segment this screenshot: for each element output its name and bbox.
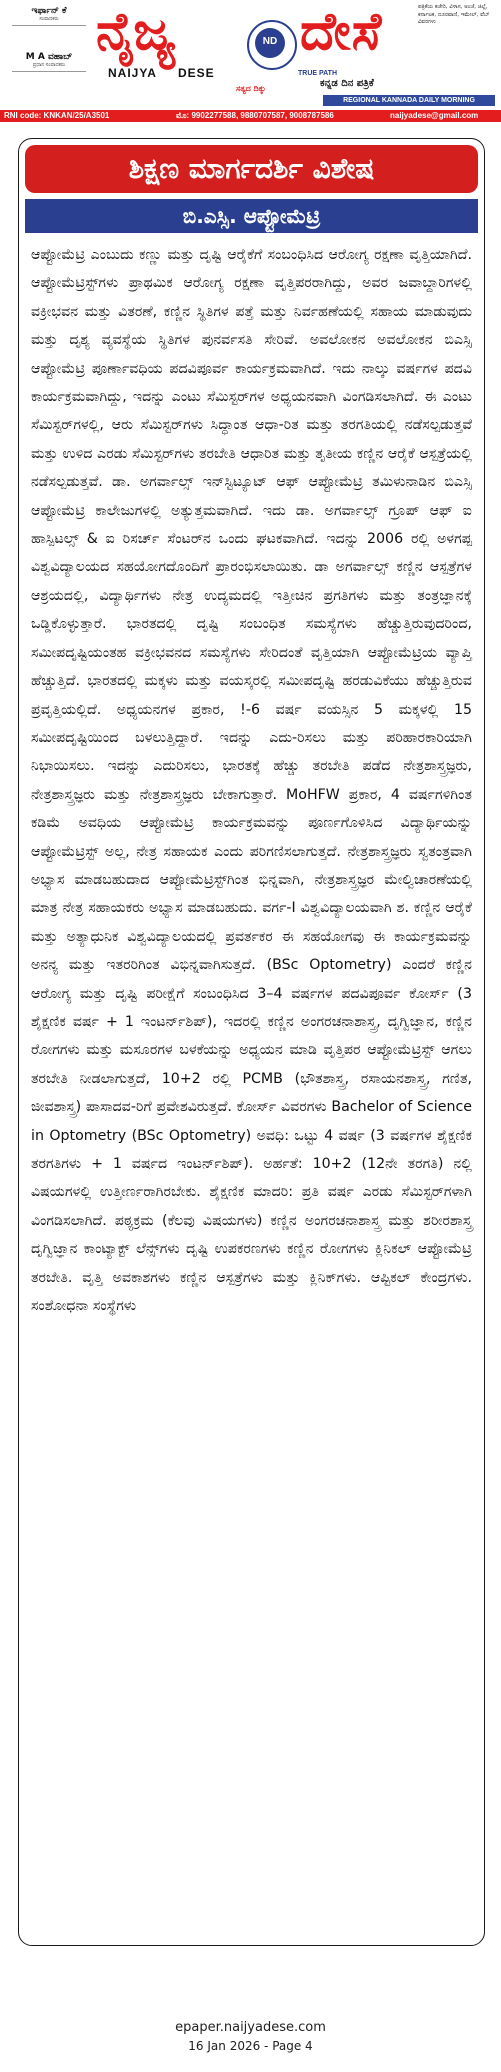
regional-banner: REGIONAL KANNADA DAILY MORNING [323, 95, 495, 106]
masthead-title-right-en: DESE [178, 66, 215, 80]
rni-code: RNI code: KNKAN/25/A3501 [4, 111, 110, 120]
divider [12, 71, 86, 72]
page-footer [0, 2020, 501, 2053]
footer-date: 16 Jan 2026 - Page 4 [188, 2039, 313, 2053]
divider [12, 25, 86, 26]
masthead-title-left-en: NAIJYA [108, 66, 157, 80]
editor-block [6, 4, 92, 106]
article-box [18, 138, 485, 1946]
contact-phones: ಮೊ: 9902277588, 9880707587, 9008787586 [176, 111, 334, 120]
article-body: ಆಪ್ಟೋಮೆಟ್ರಿ ಎಂಬುದು ಕಣ್ಣು ಮತ್ತು ದೃಷ್ಟಿ ಆರೈಕೆಗೆ ಸಂಬಂಧಿಸಿದ ಆರೋಗ್ಯ ರಕ್ಷಣಾ ವೃತ್ತಿಯಾಗಿದೆ. ಆಪ್ಟೋಮೆಟ್ರಿಸ್ಟ್‌ಗಳು ಪ್ರಾಥಮಿಕ ಆರೋಗ್ಯ ರಕ್ಷಣಾ ವೃತ್ತಿಪರರಾಗಿದ್ದು, ಅವರ ಜವಾಬ್ದಾರಿಗಳಲ್ಲಿ ವಕ್ರೀಭವನ ಮತ್ತು ವಿತರಣೆ, ಕಣ್ಣಿನ ಸ್ಥಿತಿಗಳ ಪತ್ತೆ ಮತ್ತು ನಿರ್ವಹಣೆಯಲ್ಲಿ ಸಹಾಯ ಮಾಡುವುದು ಮತ್ತು ದೃಶ್ಯ ವ್ಯವಸ್ಥೆಯ ಸ್ಥಿತಿಗಳ ಪುನರ್ವಸತಿ ಸೇರಿವೆ. ಅವಲೋಕನ ಅವಲೋಕನ ಬಿಎಸ್ಸಿ ಆಪ್ಟೋಮೆಟ್ರಿ ಪೂರ್ಣಾವಧಿಯ ಪದವಿಪೂರ್ವ ಕಾರ್ಯಕ್ರಮವಾಗಿದೆ. ಇದು ನಾಲ್ಕು ವರ್ಷಗಳ ಪದವಿ ಕಾರ್ಯಕ್ರಮವಾಗಿದ್ದು, ಇದನ್ನು ಎಂಟು ಸೆಮಿಸ್ಟರ್‌ಗಳ ಅಧ್ಯಯನವಾಗಿ ವಿಂಗಡಿಸಲಾಗಿದೆ. ಈ ಎಂಟು ಸೆಮಿಸ್ಟರ್‌ಗಳಲ್ಲಿ, ಆರು ಸೆಮಿಸ್ಟರ್‌ಗಳು ಸಿದ್ಧಾಂತ ಆಧಾ-ರಿತ ಮತ್ತು ತರಗತಿಯಲ್ಲಿ ನಡೆಸಲ್ಪಡುತ್ತವೆ ಮತ್ತು ಉಳಿದ ಎರಡು ಸೆಮಿಸ್ಟರ್‌ಗಳು ತರಬೇತಿ ಆಧಾರಿತ ಮತ್ತು ತೃತೀಯ ಕಣ್ಣಿನ ಆರೈಕೆ ಆಸ್ಪತ್ರೆಯಲ್ಲಿ ನಡೆಸಲ್ಪಡುತ್ತವೆ. ಡಾ. ಅಗರ್ವಾಲ್ಸ್ ಇನ್‌ಸ್ಟಿಟ್ಯೂಟ್ ಆಫ್ ಆಪ್ಟೋಮೆಟ್ರಿ ತಮಿಳುನಾಡಿನ ಬಿಎಸ್ಸಿ ಆಪ್ಟೋಮೆಟ್ರಿ ಕಾಲೇಜುಗಳಲ್ಲಿ ಅತ್ಯುತ್ತಮವಾಗಿದೆ. ಇದು ಡಾ. ಅಗರ್ವಾಲ್ಸ್ ಗ್ರೂಪ್ ಆಫ್ ಐ ಹಾಸ್ಪಿಟಲ್ಸ್ & ಐ ರಿಸರ್ಚ್ ಸೆಂಟರ್‌ನ ಒಂದು ಘಟಕವಾಗಿದೆ. ಇದನ್ನು 2006 ರಲ್ಲಿ ಅಳಗಪ್ಪ ವಿಶ್ವವಿದ್ಯಾಲಯದ ಸಹಯೋಗದೊಂದಿಗೆ ಪ್ರಾರಂಭಿಸಲಾಯಿತು. ಡಾ ಅಗರ್ವಾಲ್ಸ್ ಕಣ್ಣಿನ ಆಸ್ಪತ್ರೆಗಳ ಆಶ್ರಯದಲ್ಲಿ, ವಿದ್ಯಾರ್ಥಿಗಳು ನೇತ್ರ ಉದ್ಯಮದಲ್ಲಿ ಇತ್ತೀಚಿನ ಪ್ರಗತಿಗಳು ಮತ್ತು ತಂತ್ರಜ್ಞಾನಕ್ಕೆ ಒಡ್ಡಿಕೊಳ್ಳುತ್ತಾರೆ. ಭಾರತದಲ್ಲಿ ದೃಷ್ಟಿ ಸಂಬಂಧಿತ ಸಮಸ್ಯೆಗಳು ಹೆಚ್ಚುತ್ತಿರುವುದರಿಂದ, ಸಮೀಪದೃಷ್ಟಿಯಂತಹ ವಕ್ರೀಭವನದ ಸಮಸ್ಯೆಗಳು ಸೇರಿದಂತೆ ವೃತ್ತಿಯಾಗಿ ಆಪ್ಟೋಮೆಟ್ರಿಯ ವ್ಯಾಪ್ತಿ ಹೆಚ್ಚುತ್ತಿದೆ. ಭಾರತದಲ್ಲಿ ಮಕ್ಕಳು ಮತ್ತು ವಯಸ್ಕರಲ್ಲಿ ಸಮೀಪದೃಷ್ಟಿ ಹರಡುವಿಕೆಯು ಹೆಚ್ಚುತ್ತಿರುವ ಪ್ರವೃತ್ತಿಯಲ್ಲಿದೆ. ಅಧ್ಯಯನಗಳ ಪ್ರಕಾರ, !-6 ವರ್ಷ ವಯಸ್ಸಿನ 5 ಮಕ್ಕಳಲ್ಲಿ 15 ಸಮೀಪದೃಷ್ಟಿಯಿಂದ ಬಳಲುತ್ತಿದ್ದಾರೆ. ಇದನ್ನು ಎದು-ರಿಸಲು ಮತ್ತು ಪರಿಹಾರಕಾರಿಯಾಗಿ ನಿಭಾಯಿಸಲು. ಇದನ್ನು ಎದುರಿಸಲು, ಭಾರತಕ್ಕೆ ಹೆಚ್ಚು ತರಬೇತಿ ಪಡೆದ ನೇತ್ರಶಾಸ್ತ್ರಜ್ಞರು, ನೇತ್ರಶಾಸ್ತ್ರಜ್ಞರು ಮತ್ತು ನೇತ್ರಶಾಸ್ತ್ರಜ್ಞರು ಬೇಕಾಗುತ್ತಾರೆ. MoHFW ಪ್ರಕಾರ, 4 ವರ್ಷಗಳಿಗಿಂತ ಕಡಿಮೆ ಅವಧಿಯ ಆಪ್ಟೋಮೆಟ್ರಿ ಕಾರ್ಯಕ್ರಮವನ್ನು ಪೂರ್ಣಗೊಳಿಸಿದ ವಿದ್ಯಾರ್ಥಿಯನ್ನು ಆಪ್ಟೋಮೆಟ್ರಿಸ್ಟ್ ಅಲ್ಲ, ನೇತ್ರ ಸಹಾಯಕ ಎಂದು ಪರಿಗಣಿಸಲಾಗುತ್ತದೆ. ನೇತ್ರಶಾಸ್ತ್ರಜ್ಞರು ಸ್ವತಂತ್ರವಾಗಿ ಅಭ್ಯಾಸ ಮಾಡಬಹುದಾದ ಆಪ್ಟೋಮೆಟ್ರಿಸ್ಟ್‌ಗಿಂತ ಭಿನ್ನವಾಗಿ, ನೇತ್ರಶಾಸ್ತ್ರಜ್ಞರ ಮೇಲ್ವಿಚಾರಣೆಯಲ್ಲಿ ಮಾತ್ರ ನೇತ್ರ ಸಹಾಯಕರು ಅಭ್ಯಾಸ ಮಾಡಬಹುದು. ವರ್ಗ-I ವಿಶ್ವವಿದ್ಯಾಲಯವಾಗಿ ಶ. ಕಣ್ಣಿನ ಆರೈಕೆ ಮತ್ತು ಅತ್ಯಾಧುನಿಕ ವಿಶ್ವವಿದ್ಯಾಲಯದಲ್ಲಿ ಪ್ರವರ್ತಕರ ಈ ಸಹಯೋಗವು ಈ ಕಾರ್ಯಕ್ರಮವನ್ನು ಅನನ್ಯ ಮತ್ತು ಇತರರಿಗಿಂತ ವಿಭಿನ್ನವಾಗಿಸುತ್ತದೆ. (BSc Optometry) ಎಂದರೆ ಕಣ್ಣಿನ ಆರೋಗ್ಯ ಮತ್ತು ದೃಷ್ಟಿ ಪರೀಕ್ಷೆಗೆ ಸಂಬಂಧಿಸಿದ 3–4 ವರ್ಷಗಳ ಪದವಿಪೂರ್ವ ಕೋರ್ಸ್ (3 ಶೈಕ್ಷಣಿಕ ವರ್ಷ + 1 ಇಂಟರ್ನ್‌ಶಿಪ್), ಇದರಲ್ಲಿ ಕಣ್ಣಿನ ಅಂಗರಚನಾಶಾಸ್ತ್ರ, ದೃಗ್ವಿಜ್ಞಾನ, ಕಣ್ಣಿನ ರೋಗಗಳು ಮತ್ತು ಮಸೂರಗಳ ಬಳಕೆಯನ್ನು ಅಧ್ಯಯನ ಮಾಡಿ ವೃತ್ತಿಪರ ಆಪ್ಟೋಮೆಟ್ರಿಸ್ಟ್ ಆಗಲು ತರಬೇತಿ ನೀಡಲಾಗುತ್ತದೆ, 10+2 ರಲ್ಲಿ PCMB (ಭೌತಶಾಸ್ತ್ರ, ರಸಾಯನಶಾಸ್ತ್ರ, ಗಣಿತ, ಜೀವಶಾಸ್ತ್ರ) ಪಾಸಾದವ-ರಿಗೆ ಪ್ರವೇಶವಿರುತ್ತದೆ. ಕೋರ್ಸ್ ವಿವರಗಳು Bachelor of Science in Optometry (BSc Optometry) ಅವಧಿ: ಒಟ್ಟು 4 ವರ್ಷ (3 ವರ್ಷಗಳ ಶೈಕ್ಷಣಿಕ ತರಗತಿಗಳು + 1 ವರ್ಷದ ಇಂಟರ್ನ್‌ಶಿಪ್). ಅರ್ಹತೆ: 10+2 (12ನೇ ತರಗತಿ) ನಲ್ಲಿ ವಿಷಯಗಳಲ್ಲಿ ಉತ್ತೀರ್ಣರಾಗಿರಬೇಕು. ಶೈಕ್ಷಣಿಕ ಮಾದರಿ: ಪ್ರತಿ ವರ್ಷ ಎರಡು ಸೆಮಿಸ್ಟರ್‌ಗಳಾಗಿ ವಿಂಗಡಿಸಲಾಗಿದೆ. ಪಠ್ಯಕ್ರಮ (ಕೆಲವು ವಿಷಯಗಳು) ಕಣ್ಣಿನ ಅಂಗರಚನಾಶಾಸ್ತ್ರ ಮತ್ತು ಶರೀರಶಾಸ್ತ್ರ ದೃಗ್ವಿಜ್ಞಾನ ಕಾಂಟ್ಯಾಕ್ಟ್ ಲೆನ್ಸ್‌ಗಳು ದೃಷ್ಟಿ ಉಪಕರಣಗಳು ಕಣ್ಣಿನ ರೋಗಗಳು ಕ್ಲಿನಿಕಲ್ ಆಪ್ಟೋಮೆಟ್ರಿ ತರಬೇತಿ. ವೃತ್ತಿ ಅವಕಾಶಗಳು ಕಣ್ಣಿನ ಆಸ್ಪತ್ರೆಗಳು ಮತ್ತು ಕ್ಲಿನಿಕ್‌ಗಳು. ಆಪ್ಟಿಕಲ್ ಕೇಂದ್ರಗಳು. ಸಂಶೋಧನಾ ಸಂಸ್ಥೆಗಳು [31, 247, 472, 1315]
logo-text: ND [262, 36, 278, 47]
section-banner: ಶಿಕ್ಷಣ ಮಾರ್ಗದರ್ಶಿ ವಿಶೇಷ [25, 145, 478, 193]
masthead-title-right: ದೇಸೆ [300, 2, 383, 62]
office-info: ಪತ್ರಿಕೆಯ ಕಚೇರಿ, ವಿಳಾಸ, ಅಂಚೆ, ಜಿಲ್ಲೆ, ಕರ್ನಾಟಕ, ದೂರವಾಣಿ, ಇಮೇಲ್, ವೆಬ್ ವಿವರಗಳು [418, 4, 490, 25]
logo-caption: TRUE PATH [298, 70, 338, 77]
tagline: ಕನ್ನಡ ದಿನ ಪತ್ರಿಕೆ [320, 78, 374, 89]
contact-email: naijyadese@gmail.com [390, 111, 479, 120]
footer-site[interactable]: epaper.naijyadese.com [175, 2020, 326, 2035]
rni-bar [0, 110, 501, 122]
masthead [0, 0, 501, 110]
slogan: ಸತ್ಯದ ದಿಕ್ಕು [236, 84, 266, 93]
article-headline: ಬಿ.ಎಸ್ಸಿ. ಆಪ್ಟೋಮೆಟ್ರಿ [25, 199, 478, 233]
newspaper-logo [247, 20, 297, 70]
editor-name: ಇರ್ಫಾನ್ ಕೆ [31, 6, 67, 16]
masthead-title-left: ನೈಜ್ಯ [96, 2, 177, 62]
chief-editor-name: M A ವಹಾಬ್ [25, 52, 73, 62]
editor-role: ಸಂಪಾದಕರು [39, 16, 59, 22]
chief-editor-role: ಪ್ರಧಾನ ಸಂಪಾದಕರು [32, 62, 66, 68]
